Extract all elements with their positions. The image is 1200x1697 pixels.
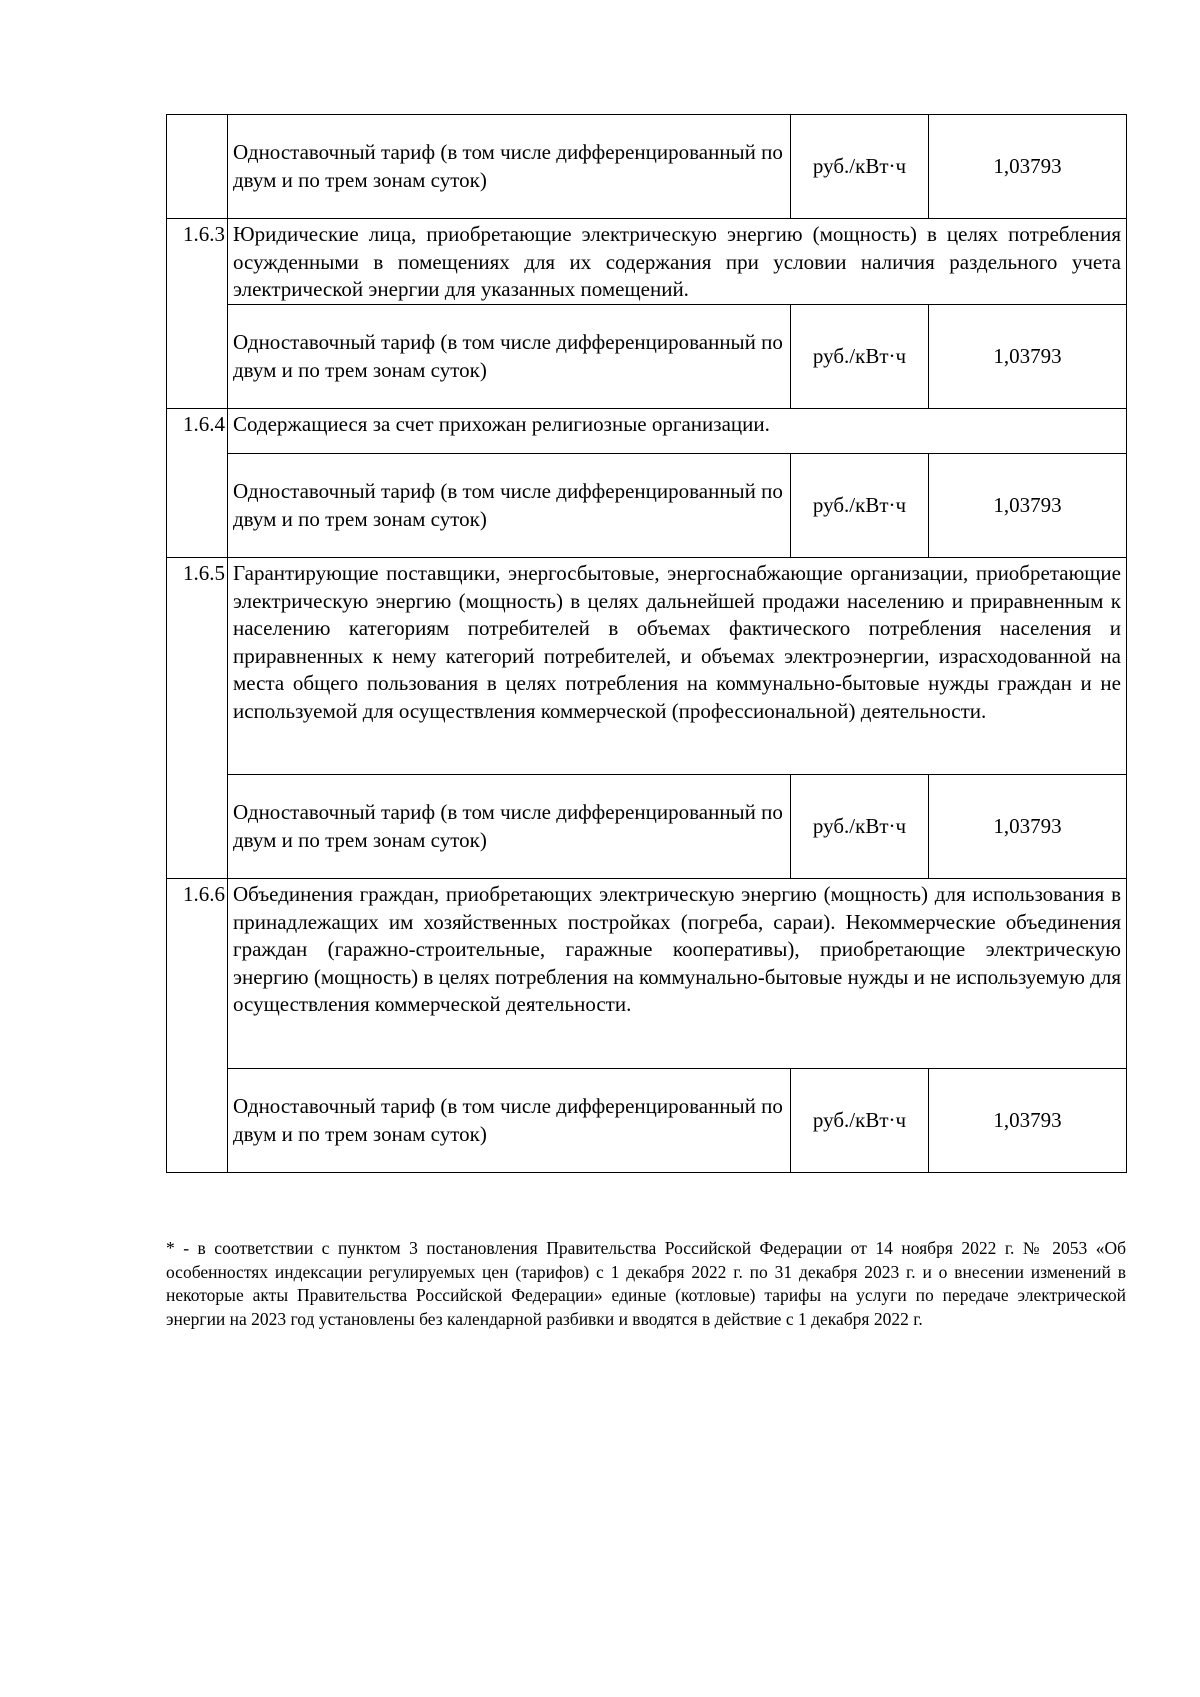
tariff-label: Одноставочный тариф (в том числе дифференцированный по двум и по трем зонам суток) [228,775,791,879]
unit-cell: руб./кВт·ч [791,454,929,558]
table-row [167,1069,1127,1173]
tariff-label: Одноставочный тариф (в том числе дифференцированный по двум и по трем зонам суток) [228,1069,791,1173]
tariff-table [166,114,1127,1173]
category-description: Гарантирующие поставщики, энергосбытовые, энергоснабжающие организации, приобретающие электрическую энергию (мощность) в целях дальнейшей продажи населению и приравненным к населению категориям потребителей в объемах фактического потребления населения и приравненных к нему категорий потребителей, и объемах электроэнергии, израсходованной на места общего пользования в целях потребления на коммунально-бытовые нужды граждан и не используемой для осуществления коммерческой (профессиональной) деятельности. [228,558,1127,775]
number-cell: 1.6.4 [167,409,228,558]
number-cell: 1.6.3 [167,219,228,409]
value-cell: 1,03793 [929,775,1127,879]
number-cell: 1.6.6 [167,879,228,1173]
category-description: Объединения граждан, приобретающих электрическую энергию (мощность) для использования в принадлежащих им хозяйственных постройках (погреба, сараи). Некоммерческие объединения граждан (гаражно-строительные, гаражные кооперативы), приобретающие электрическую энергию (мощность) в целях потребления на коммунально-бытовые нужды и не используемую для осуществления коммерческой деятельности. [228,879,1127,1069]
unit-cell: руб./кВт·ч [791,305,929,409]
unit-cell: руб./кВт·ч [791,115,929,219]
value-cell: 1,03793 [929,1069,1127,1173]
table-row [167,454,1127,558]
table-row [167,775,1127,879]
table-row [167,115,1127,219]
footnote: * - в соответствии с пунктом 3 постановления Правительства Российской Федерации от 14 ноября 2022 г. № 2053 «Об особенностях индексации регулируемых цен (тарифов) с 1 декабря 2022 г. по 31 декабря 2023 г. и о внесении изменений в некоторые акты Правительства Российской Федерации» единые (котловые) тарифы на услуги по передаче электрической энергии на 2023 год установлены без календарной разбивки и вводятся в действие с 1 декабря 2022 г. [166,1238,1126,1329]
number-cell: 1.6.5 [167,558,228,879]
tariff-label: Одноставочный тариф (в том числе дифференцированный по двум и по трем зонам суток) [228,115,791,219]
number-cell [167,115,228,219]
tariff-label: Одноставочный тариф (в том числе дифференцированный по двум и по трем зонам суток) [228,454,791,558]
table-row [167,409,1127,454]
value-cell: 1,03793 [929,305,1127,409]
category-description: Содержащиеся за счет прихожан религиозные организации. [228,409,1127,454]
table-row [167,305,1127,409]
table-row [167,879,1127,1069]
table-row [167,219,1127,305]
table-row [167,558,1127,775]
unit-cell: руб./кВт·ч [791,1069,929,1173]
category-description: Юридические лица, приобретающие электрическую энергию (мощность) в целях потребления осужденными в помещениях для их содержания при условии наличия раздельного учета электрической энергии для указанных помещений. [228,219,1127,305]
value-cell: 1,03793 [929,115,1127,219]
tariff-label: Одноставочный тариф (в том числе дифференцированный по двум и по трем зонам суток) [228,305,791,409]
value-cell: 1,03793 [929,454,1127,558]
unit-cell: руб./кВт·ч [791,775,929,879]
